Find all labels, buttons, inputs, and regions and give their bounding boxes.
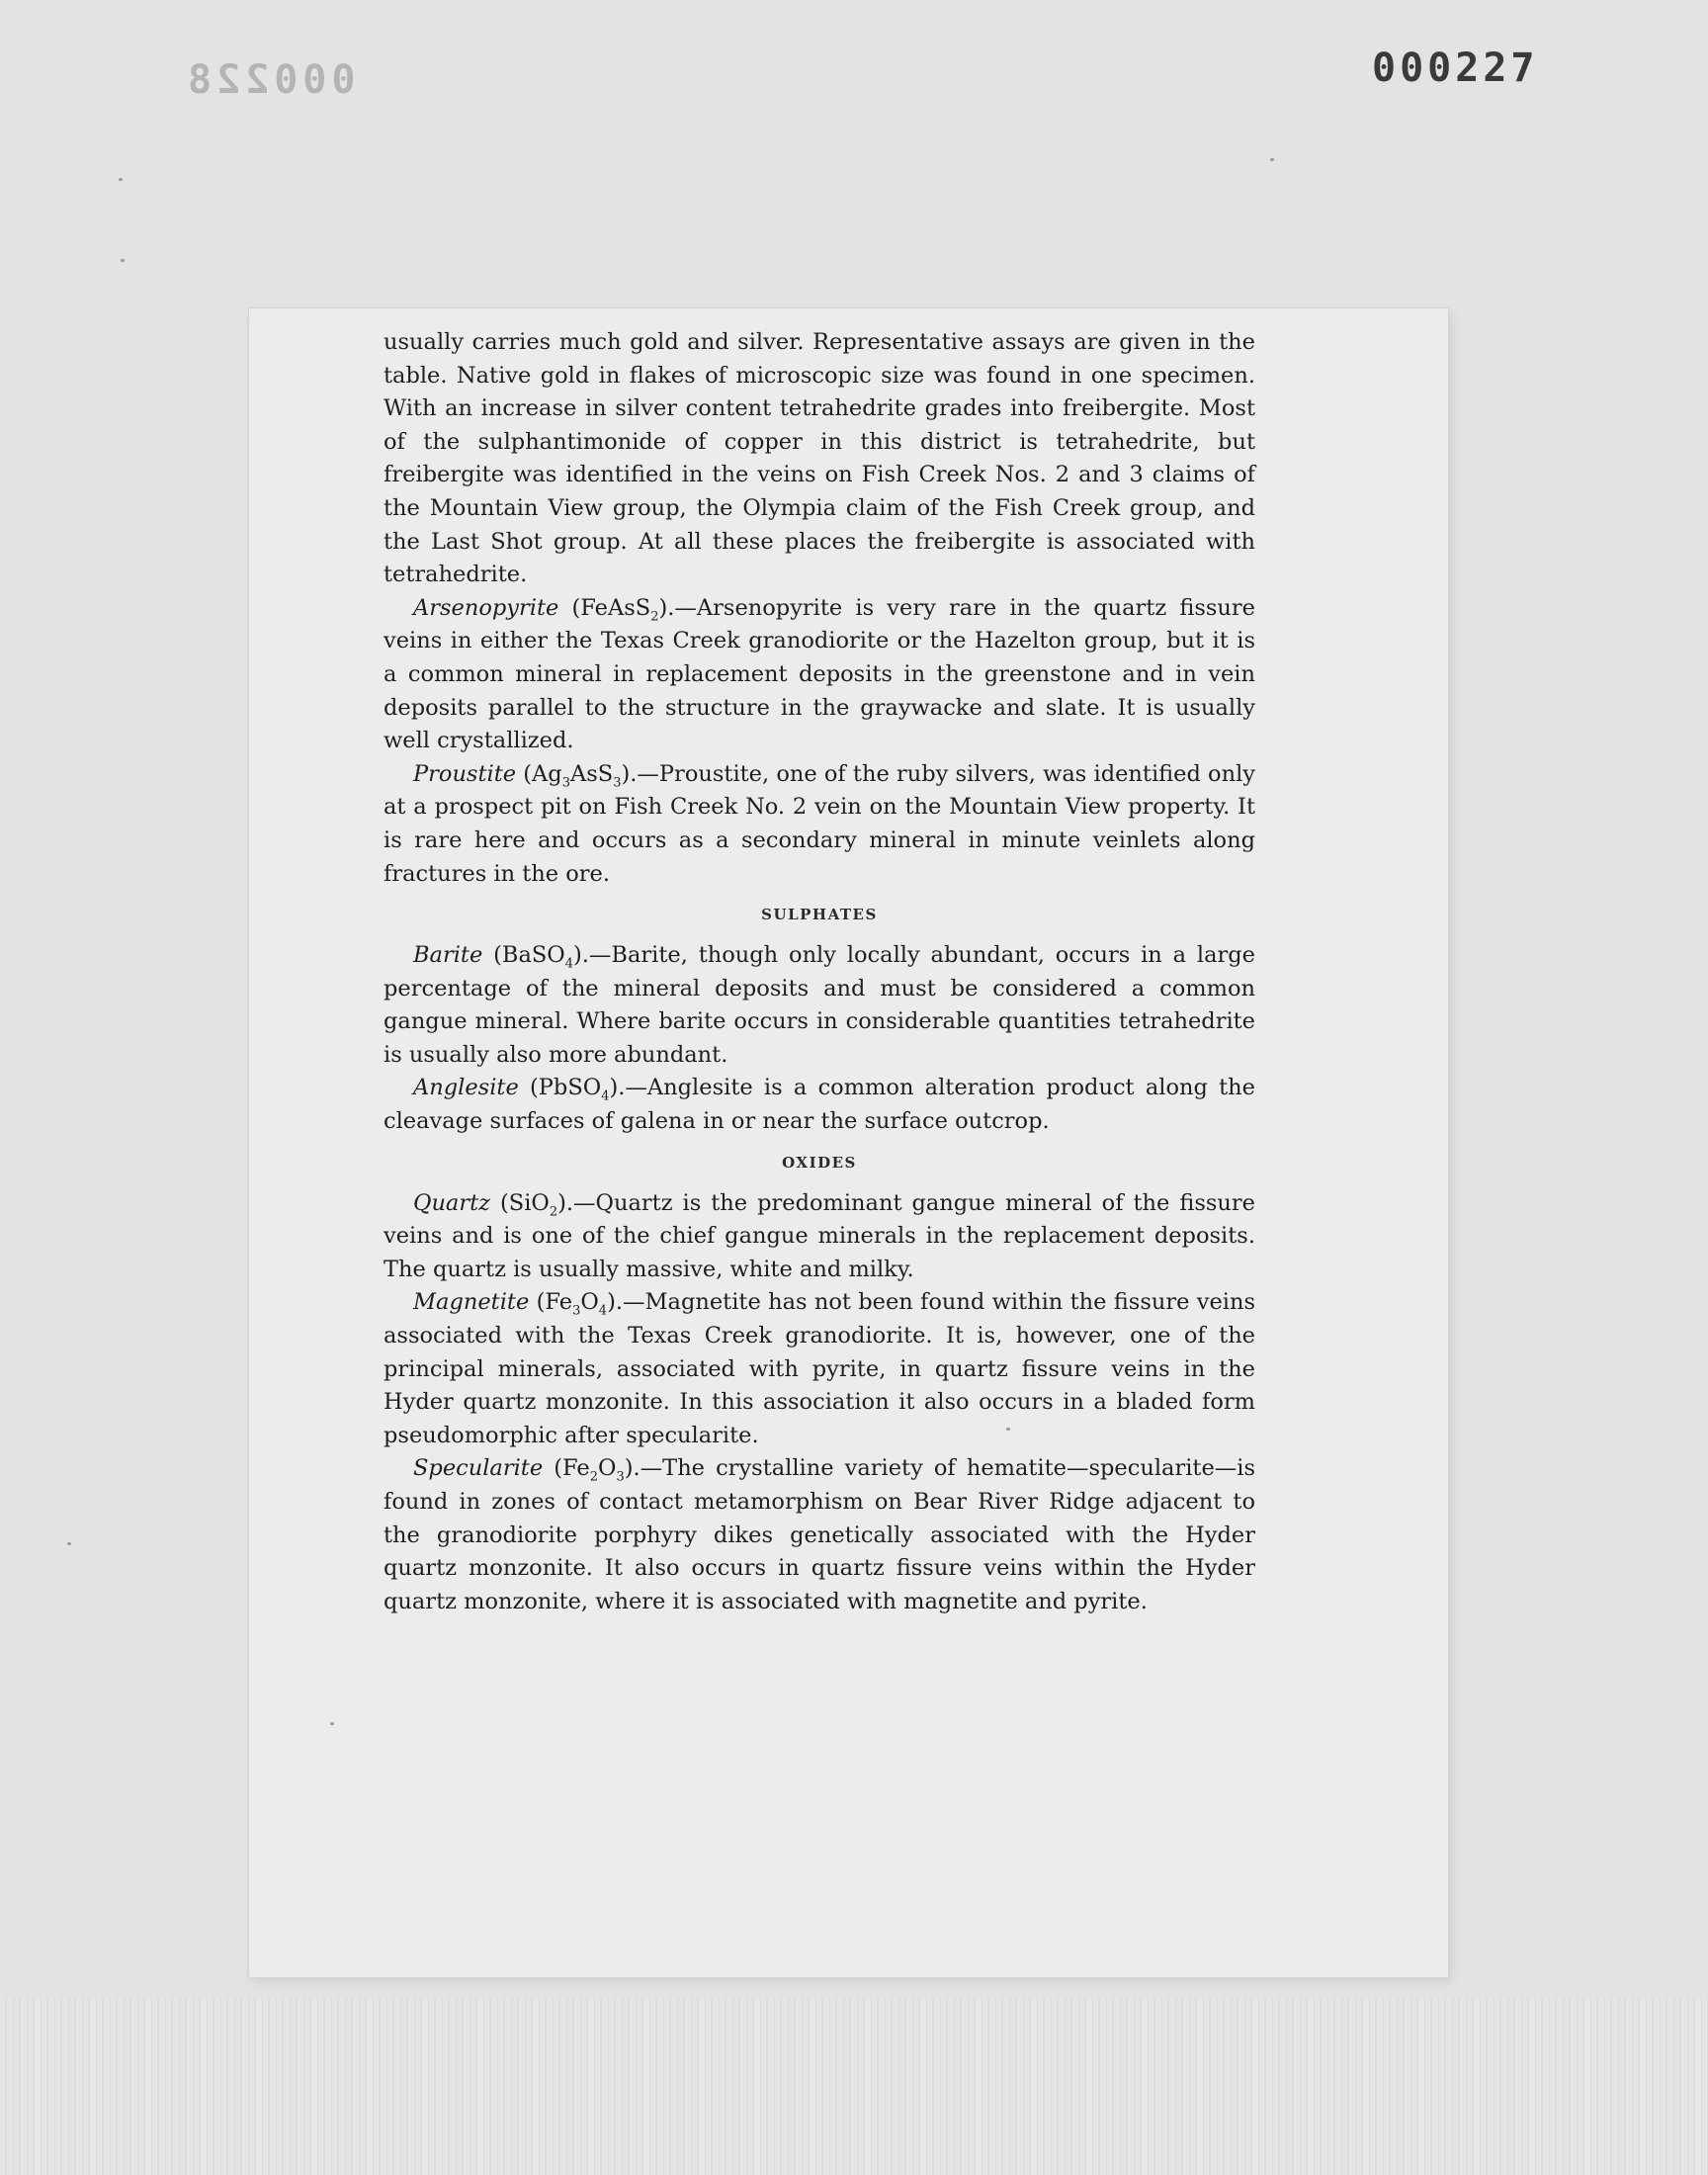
body-text [384,326,1255,1618]
paragraph-text: .—Quartz is the predominant gangue mineral of the fissure veins and is one of the chief gangue minerals in the replacement deposits. The quartz is usually massive, white and milky. [384,1189,1255,1282]
section-heading-oxides: OXIDES [782,1153,857,1172]
dust-speck [121,259,125,262]
section-heading-sulphates: SULPHATES [761,906,878,924]
scanner-streaks [0,1997,1708,2175]
chemical-formula: (SiO$_2$) [500,1189,566,1220]
dust-speck [67,1542,71,1545]
mineral-name: Anglesite [413,1075,519,1101]
paragraph-text: .—Proustite, one of the ruby silvers, was identified only at a prospect pit on Fish Creek No. 2 vein on the Mountain View property. It is rare here and occurs as a secondary mineral in minute veinlets along fractures in the ore. [384,760,1255,887]
mirrored-page-number-stamp: 000228 [183,57,356,103]
mineral-entry-proustite [384,758,1255,891]
chemical-formula: (BaSO$_4$) [493,942,582,972]
dust-speck [330,1722,334,1725]
paragraph-text: .—Arsenopyrite is very rare in the quartz fissure veins in either the Texas Creek granodiorite or the Hazelton group, but it is a common mineral in replacement deposits in the greenstone and in vein deposits parallel to the structure in the graywacke and slate. It is usually well crystallized. [384,594,1255,754]
mineral-entry-quartz [384,1187,1255,1287]
continued-paragraph [384,326,1255,592]
mineral-entry-magnetite [384,1286,1255,1452]
mineral-entry-arsenopyrite [384,592,1255,758]
chemical-formula: $(Fe_3O_4)$ [536,1289,616,1319]
paragraph-text: .—Barite, though only locally abundant, occurs in a large percentage of the mineral deposits and must be considered a common gangue mineral. Where barite occurs in considerable quantities tetrahedrite is usually also more abundant. [384,942,1255,1068]
mineral-entry-specularite [384,1452,1255,1618]
chemical-formula: $(Ag_3AsS_3)$ [523,760,631,791]
dust-speck [119,178,123,181]
mineral-name: Magnetite [413,1289,530,1316]
chemical-formula: (FeAsS$_2$) [571,594,668,625]
dust-speck [1270,158,1274,161]
mineral-name: Specularite [413,1455,544,1482]
mineral-entry-anglesite [384,1072,1255,1138]
chemical-formula: $(Fe_2O_3)$ [554,1455,634,1485]
paragraph-text: .—Magnetite has not been found within the fissure veins associated with the Texas Creek granodiorite. It is, however, one of the principal minerals, associated with pyrite, in quartz fissure veins in the Hyder quartz monzonite. In this association it also occurs in a bladed form pseudomorphic after specularite. [384,1289,1255,1448]
mineral-entry-barite [384,939,1255,1072]
chemical-formula: (PbSO$_4$) [530,1075,619,1104]
mineral-name: Barite [413,942,483,969]
mineral-name: Proustite [413,760,517,787]
paragraph-text: .—The crystalline variety of hematite—specularite—is found in zones of contact metamorphism on Bear River Ridge adjacent to the granodiorite porphyry dikes genetically associated with the Hyder quartz monzonite. It also occurs in quartz fissure veins within the Hyder quartz monzonite, where it is associated with magnetite and pyrite. [384,1455,1255,1614]
page-number-stamp: 000227 [1372,45,1539,91]
mineral-name: Quartz [413,1189,491,1216]
paragraph-text: usually carries much gold and silver. Representative assays are given in the table. Native gold in flakes of microscopic size was found in one specimen. With an increase in silver content tetrahedrite grades into freibergite. Most of the sulphantimonide of copper in this district is tetrahedrite, but freibergite was identified in the veins on Fish Creek Nos. 2 and 3 claims of the Mountain View group, the Olympia claim of the Fish Creek group, and the Last Shot group. At all these places the freibergite is associated with tetrahedrite. [384,329,1255,588]
mineral-name: Arsenopyrite [413,594,559,621]
paragraph-text: .—Anglesite is a common alteration product along the cleavage surfaces of galena in or near the surface outcrop. [384,1075,1255,1135]
